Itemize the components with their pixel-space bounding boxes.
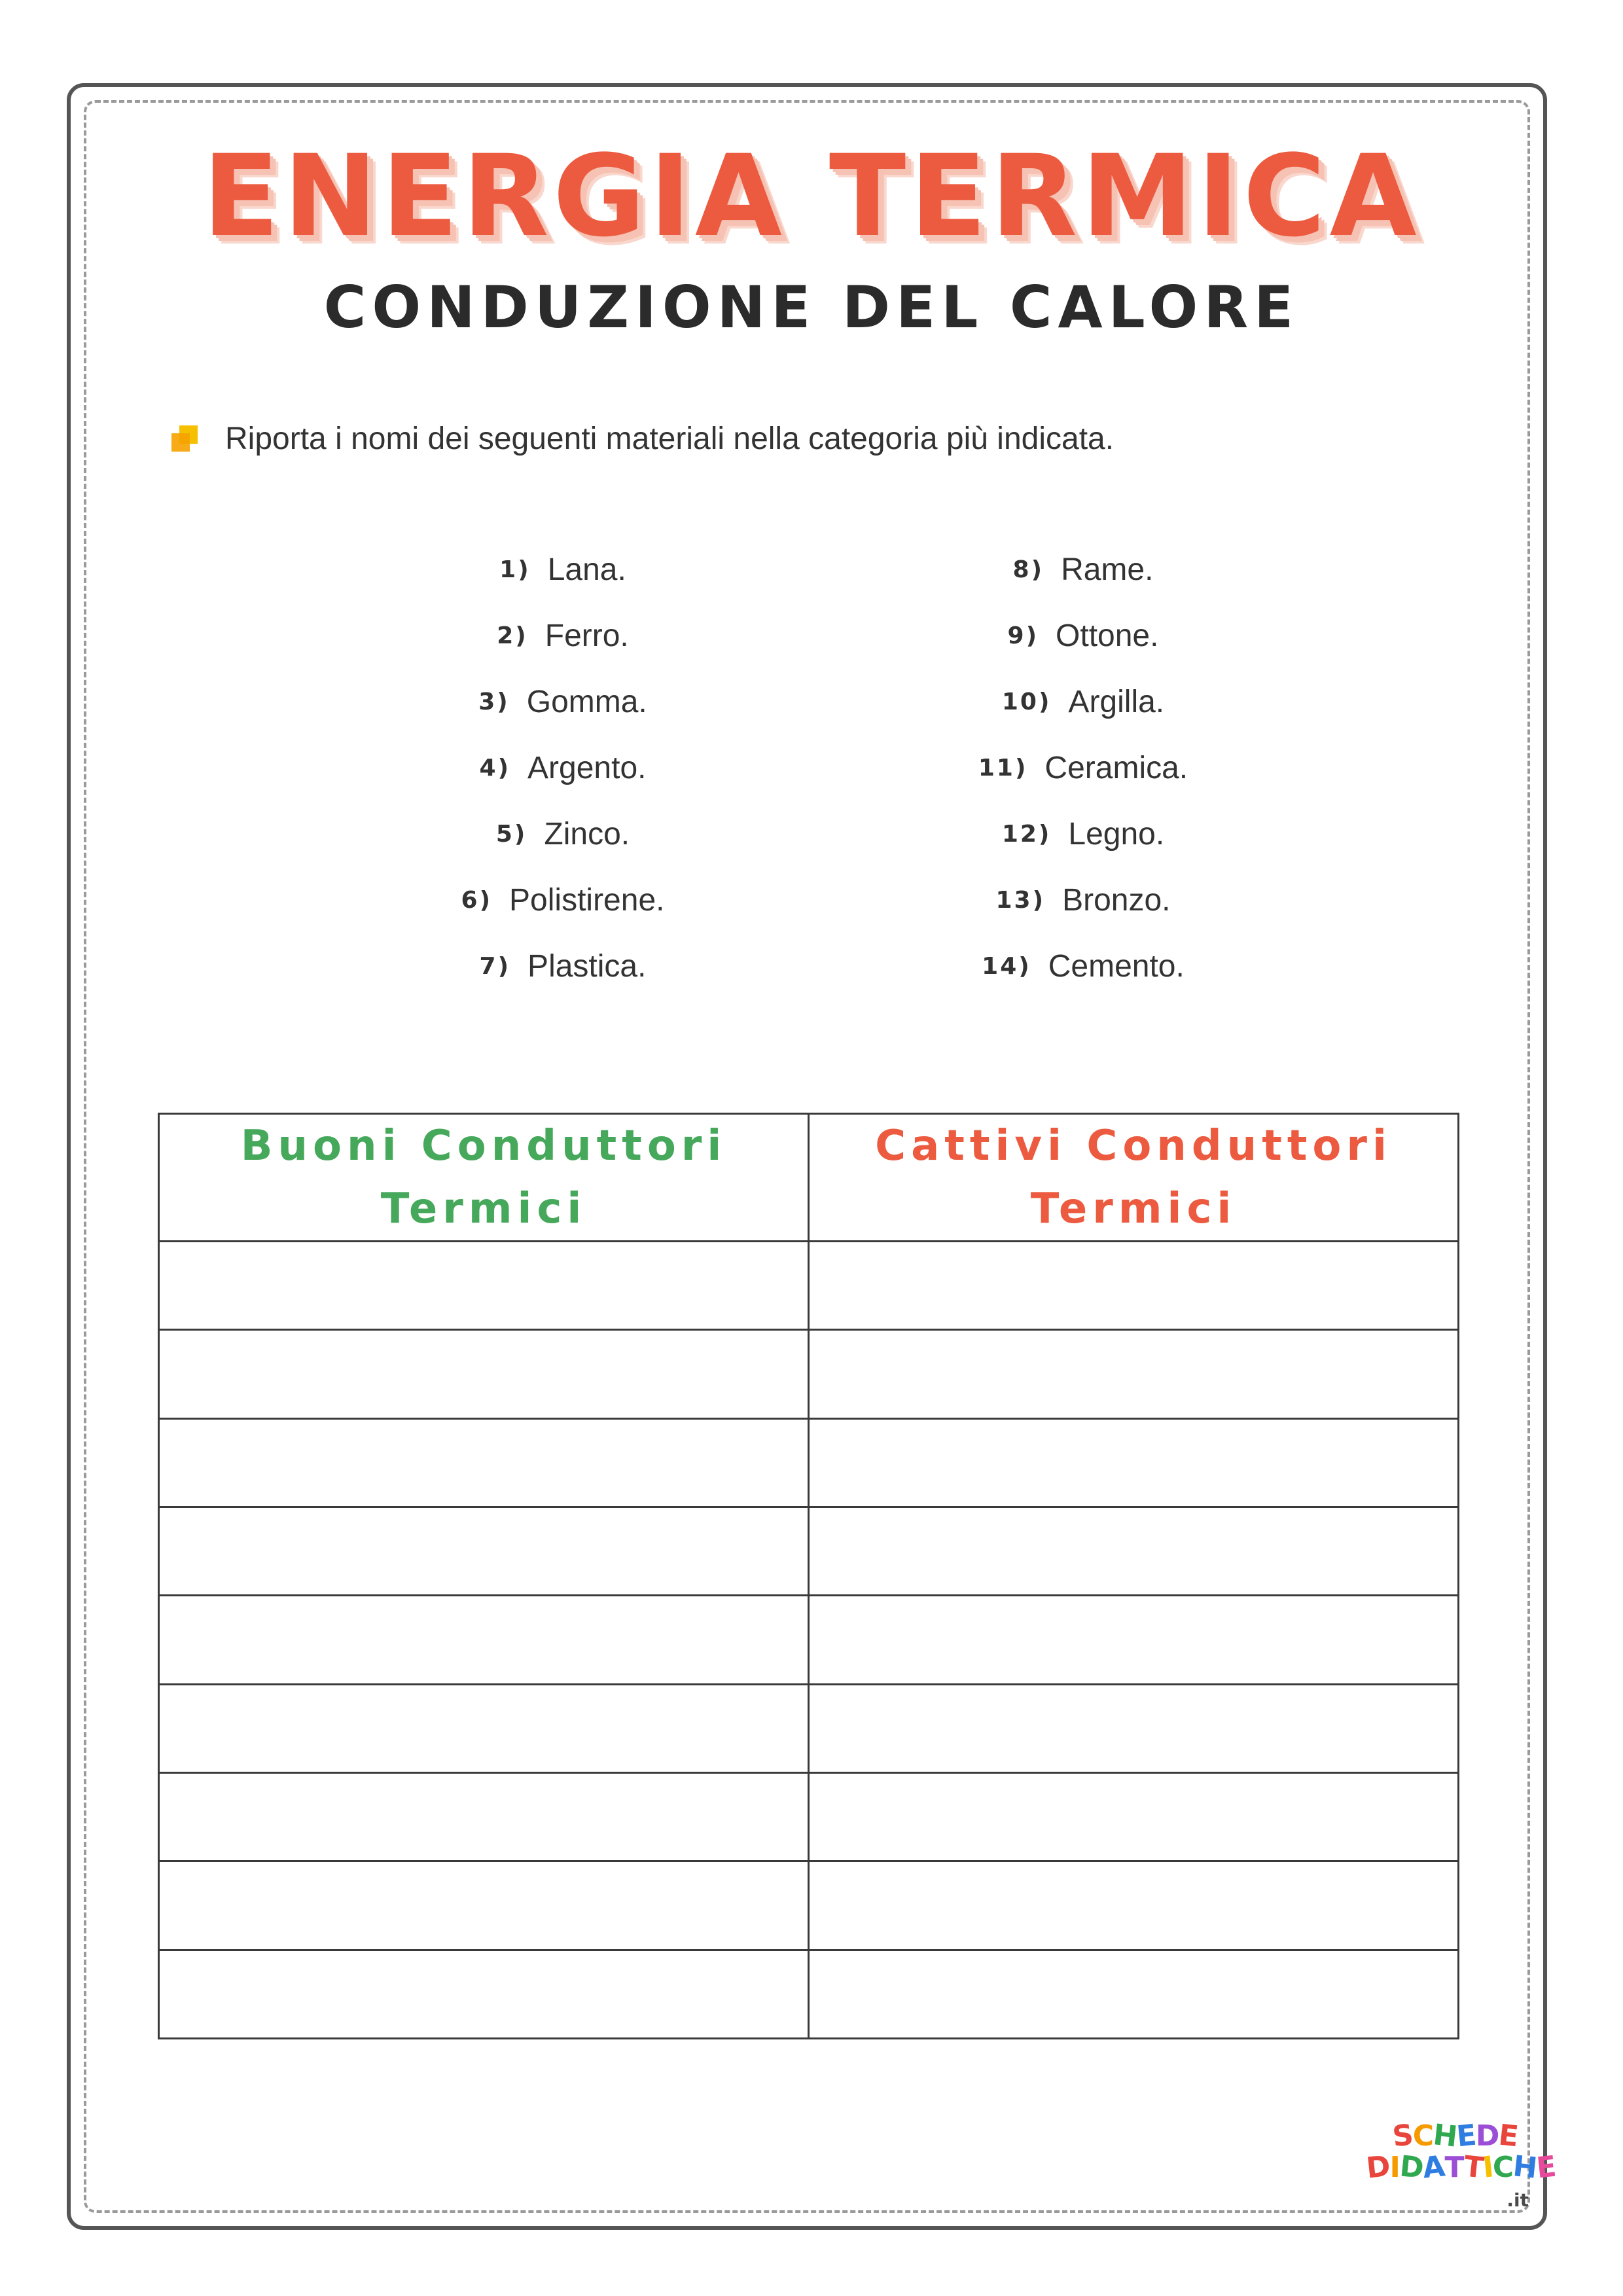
material-number: 11): [978, 755, 1028, 781]
answer-cell-good[interactable]: [159, 1684, 809, 1772]
table-row: [159, 1418, 1459, 1507]
table-body: [159, 1242, 1459, 2039]
logo-suffix: .it: [1507, 2189, 1529, 2211]
material-item: [353, 933, 772, 999]
material-number: 6): [461, 887, 493, 914]
answer-cell-good[interactable]: [159, 1507, 809, 1595]
material-item: [353, 537, 772, 603]
material-name: Lana.: [547, 552, 626, 587]
material-name: Argento.: [527, 751, 647, 785]
material-item: [874, 603, 1293, 669]
page-title: ENERGIA TERMICA: [202, 130, 1421, 262]
header-good-conductors: [159, 1114, 809, 1242]
answer-cell-good[interactable]: [159, 1596, 809, 1684]
material-name: Cemento.: [1048, 949, 1185, 984]
bullet-squares-icon: [171, 425, 199, 452]
material-name: Legno.: [1068, 817, 1165, 852]
answer-cell-good[interactable]: [159, 1861, 809, 1950]
logo-line1: S C H E D E: [1391, 2118, 1520, 2154]
table-row: [159, 1330, 1459, 1418]
answer-cell-bad[interactable]: [809, 1242, 1459, 1330]
table-row: [159, 1684, 1459, 1772]
answer-cell-good[interactable]: [159, 1772, 809, 1861]
answer-cell-bad[interactable]: [809, 1684, 1459, 1772]
table-row: [159, 1950, 1459, 2038]
material-name: Bronzo.: [1062, 883, 1171, 918]
material-item: [874, 735, 1293, 801]
header-good-line2: Termici: [380, 1185, 587, 1233]
answer-cell-bad[interactable]: [809, 1861, 1459, 1950]
material-number: 7): [479, 953, 511, 980]
material-name: Argilla.: [1068, 685, 1165, 719]
page-subtitle: CONDUZIONE DEL CALORE: [323, 274, 1300, 341]
material-name: Polistirene.: [509, 883, 665, 918]
material-item: [874, 867, 1293, 933]
answer-cell-bad[interactable]: [809, 1418, 1459, 1507]
material-number: 5): [495, 821, 527, 848]
answer-cell-good[interactable]: [159, 1242, 809, 1330]
material-name: Ceramica.: [1044, 751, 1188, 785]
answer-cell-good[interactable]: [159, 1418, 809, 1507]
material-name: Zinco.: [544, 817, 630, 852]
answer-cell-bad[interactable]: [809, 1330, 1459, 1418]
material-name: Rame.: [1061, 552, 1154, 587]
material-item: [874, 669, 1293, 735]
material-item: [874, 933, 1293, 999]
header-bad-conductors: [809, 1114, 1459, 1242]
material-name: Gomma.: [526, 685, 647, 719]
material-number: 13): [995, 887, 1046, 914]
material-number: 3): [478, 689, 510, 715]
table-row: [159, 1861, 1459, 1950]
material-item: [353, 735, 772, 801]
material-item: [874, 537, 1293, 603]
material-name: Ottone.: [1056, 619, 1159, 653]
table-row: [159, 1772, 1459, 1861]
answer-cell-good[interactable]: [159, 1330, 809, 1418]
header-bad-line2: Termici: [1030, 1185, 1237, 1233]
material-number: 2): [497, 622, 528, 649]
logo-line2: D I D A T T I C H E: [1364, 2149, 1558, 2185]
material-item: [353, 867, 772, 933]
instruction: [171, 416, 1114, 461]
table-row: [159, 1507, 1459, 1595]
schede-didattiche-logo: [1364, 2118, 1558, 2219]
materials-list-left: [353, 537, 772, 999]
material-number: 1): [499, 556, 531, 583]
material-item: [353, 669, 772, 735]
material-item: [353, 801, 772, 867]
table-header-row: [159, 1114, 1459, 1242]
material-item: [353, 603, 772, 669]
material-number: 10): [1001, 689, 1052, 715]
material-number: 4): [479, 755, 511, 781]
answer-cell-good[interactable]: [159, 1950, 809, 2038]
header-bad-line1: Cattivi Conduttori: [875, 1122, 1392, 1170]
materials-list-right: [874, 537, 1293, 999]
table-row: [159, 1242, 1459, 1330]
material-name: Ferro.: [544, 619, 629, 653]
table-row: [159, 1596, 1459, 1684]
material-name: Plastica.: [527, 949, 647, 984]
material-item: [874, 801, 1293, 867]
material-number: 9): [1007, 622, 1039, 649]
material-number: 12): [1001, 821, 1052, 848]
header-good-line1: Buoni Conduttori: [240, 1122, 727, 1170]
instruction-text: Riporta i nomi dei seguenti materiali nella categoria più indicata.: [225, 421, 1115, 456]
answer-cell-bad[interactable]: [809, 1950, 1459, 2038]
classification-table: [158, 1113, 1459, 2039]
material-number: 8): [1012, 556, 1044, 583]
material-number: 14): [982, 953, 1031, 980]
answer-cell-bad[interactable]: [809, 1596, 1459, 1684]
answer-cell-bad[interactable]: [809, 1507, 1459, 1595]
answer-cell-bad[interactable]: [809, 1772, 1459, 1861]
